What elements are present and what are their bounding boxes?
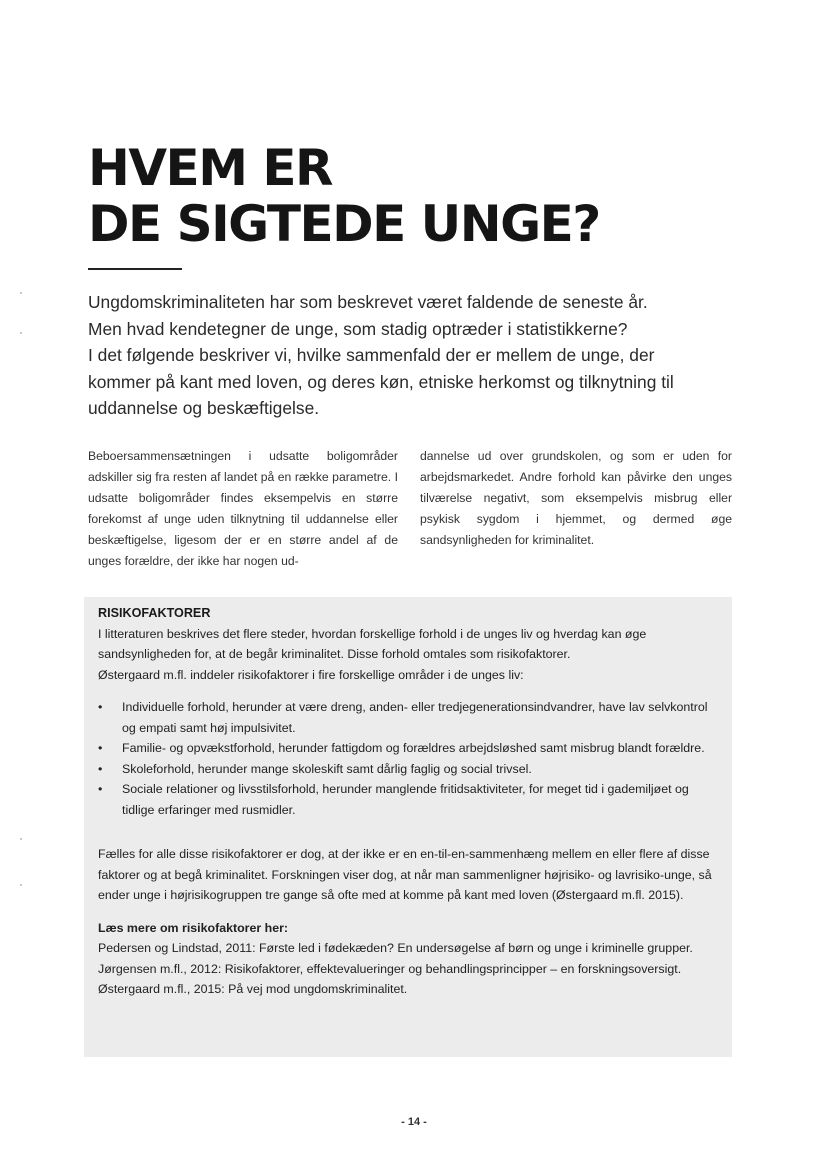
- bullet-icon: •: [98, 761, 103, 776]
- intro-line: kommer på kant med loven, og deres køn, etniske herkomst og tilknytning til: [88, 371, 674, 392]
- list-item: [98, 697, 724, 738]
- body-column-right: dannelse ud over grundskolen, og som er uden for arbejdsmarkedet. Andre forhold kan påvirke den unges tilværelse negativt, som eksempelvis misbrug eller psykisk sygdom i hjemmet, og dermed øge sandsynligheden for kriminalitet.: [420, 449, 732, 547]
- title-line-1: HVEM ER: [88, 139, 333, 197]
- box-paragraph: I litteraturen beskrives det flere steder, hvordan forskellige forhold i de unges liv og hverdag kan øge sandsynligheden for, at de begår kriminalitet. Disse forhold omtales som risikofaktorer.: [98, 626, 647, 661]
- box-paragraph: Fælles for alle disse risikofaktorer er dog, at der ikke er en en-til-en-sammenhæng mellem en eller flere af disse faktorer og at begå kriminalitet. Forskningen viser dog, at når man sammenligner højrisiko- og lavrisiko-unge, så ender unge i højrisikogruppen tre gange så ofte med at komme på kant med loven (Østergaard m.fl. 2015).: [98, 847, 712, 902]
- scan-speck: [20, 884, 22, 886]
- bullet-icon: •: [98, 700, 103, 714]
- intro-line: Ungdomskriminaliteten har som beskrevet været faldende de seneste år.: [88, 292, 648, 312]
- box-heading: RISIKOFAKTORER: [98, 606, 211, 620]
- title-line-2: DE SIGTEDE UNGE?: [88, 195, 600, 253]
- list-item-text: Familie- og opvækstforhold, herunder fattigdom og forældres arbejdsløshed samt misbrug blandt forældre.: [122, 741, 705, 755]
- intro-line: Men hvad kendetegner de unge, som stadig optræder i statistikkerne?: [88, 318, 628, 339]
- list-item: [98, 738, 724, 759]
- intro-paragraph: [88, 289, 728, 422]
- scan-speck: [20, 838, 22, 840]
- box-paragraph: Østergaard m.fl. inddeler risikofaktorer i fire forskellige områder i de unges liv:: [98, 667, 524, 682]
- list-item-text: Individuelle forhold, herunder at være dreng, anden- eller tredjegenerationsindvandrer, have lav selvkontrol og empati samt høj impulsivitet.: [122, 700, 708, 735]
- list-item-text: Skoleforhold, herunder mange skoleskift samt dårlig faglig og social trivsel.: [122, 761, 532, 776]
- spacer: [98, 832, 724, 844]
- body-column-left: Beboersammensætningen i udsatte boligområder adskiller sig fra resten af landet på en række parametre. I udsatte boligområder findes eksempelvis en større forekomst af unge uden tilknytning til uddannelse eller beskæftigelse, ligesom der er en større andel af de unges forældre, der ikke har nogen ud-: [88, 449, 398, 568]
- reference-item: Pedersen og Lindstad, 2011: Første led i fødekæden? En undersøgelse af børn og unge i kriminelle grupper.: [98, 941, 693, 955]
- list-item-text: Sociale relationer og livsstilsforhold, herunder manglende fritidsaktiviteter, for meget tid i gademiljøet og tidlige erfaringer med rusmidler.: [122, 782, 689, 817]
- list-item: [98, 779, 724, 820]
- intro-line: uddannelse og beskæftigelse.: [88, 398, 320, 418]
- risk-factor-list: [98, 697, 724, 820]
- scan-speck: [20, 332, 22, 334]
- intro-line: I det følgende beskriver vi, hvilke sammenfald der er mellem de unge, der: [88, 345, 655, 365]
- bullet-icon: •: [98, 741, 103, 755]
- title-divider: [88, 268, 182, 270]
- read-more-heading: Læs mere om risikofaktorer her:: [98, 920, 289, 935]
- page-number: - 14 -: [401, 1116, 427, 1128]
- bullet-icon: •: [98, 782, 103, 796]
- list-item: [98, 759, 724, 780]
- reference-item: Jørgensen m.fl., 2012: Risikofaktorer, effektevalueringer og behandlingsprincipper – en forskningsoversigt.: [98, 961, 682, 976]
- reference-item: Østergaard m.fl., 2015: På vej mod ungdomskriminalitet.: [98, 982, 408, 996]
- spacer: [98, 906, 724, 918]
- page-title: [88, 140, 600, 252]
- scan-speck: [20, 292, 22, 294]
- risk-factors-content: [98, 603, 724, 1000]
- risk-factors-box: [84, 597, 732, 1057]
